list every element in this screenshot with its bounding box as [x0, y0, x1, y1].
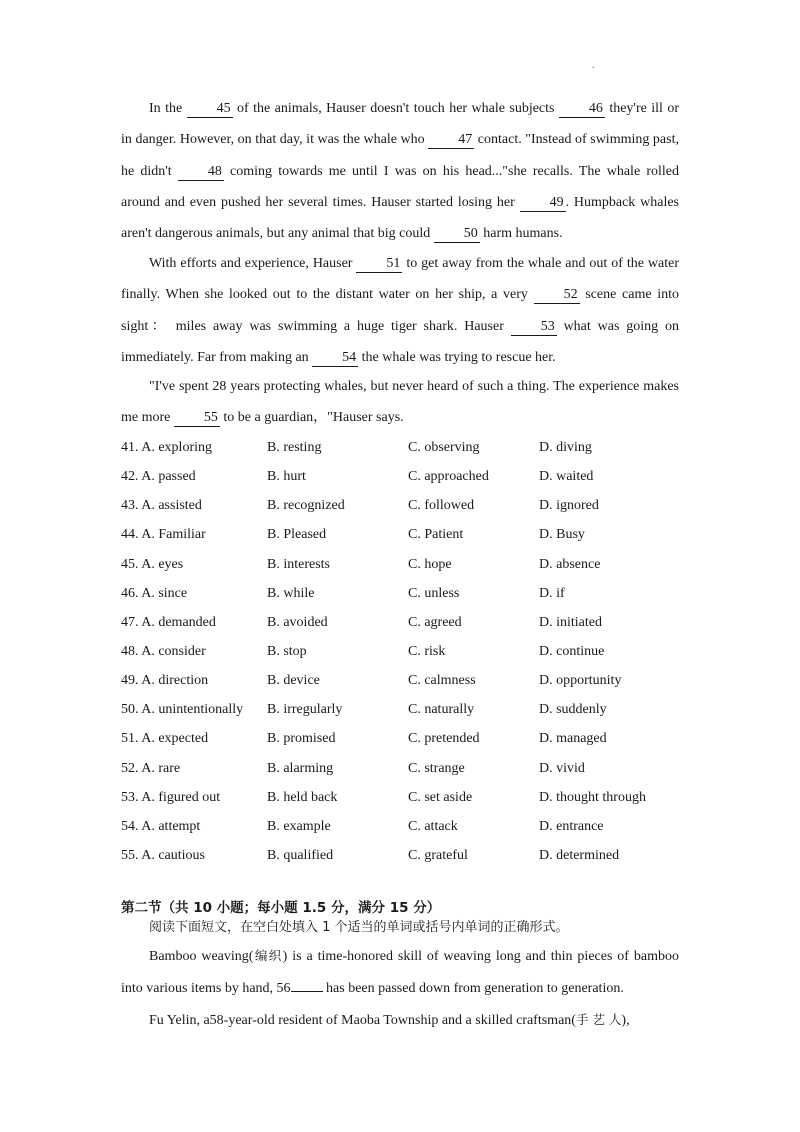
- option-b: B. device: [267, 673, 320, 689]
- option-row: [121, 754, 721, 783]
- option-row: [121, 695, 721, 724]
- option-c: C. grateful: [408, 847, 468, 863]
- passage-text: . Humpback whales aren't dangerous animals, but any animal that big could: [121, 194, 679, 242]
- option-b: B. Pleased: [267, 527, 327, 543]
- option-b: B. interests: [267, 556, 330, 572]
- option-c: C. naturally: [408, 702, 475, 718]
- option-b: B. recognized: [267, 498, 345, 514]
- passage-text: of the animals, Hauser doesn't touch her whale subjects: [232, 101, 559, 116]
- option-b: B. qualified: [267, 847, 334, 863]
- option-c: C. pretended: [408, 731, 480, 747]
- option-d: D. determined: [539, 847, 620, 863]
- option-c: C. calmness: [408, 673, 476, 689]
- option-d: D. absence: [539, 556, 601, 572]
- grammar-paragraph-2: [121, 1004, 679, 1037]
- option-c: C. agreed: [408, 614, 462, 630]
- option-b: B. promised: [267, 731, 336, 747]
- option-row: [121, 608, 721, 637]
- passage-paragraph-2: [121, 248, 679, 373]
- option-row: [121, 550, 721, 579]
- blank-53: 53: [511, 319, 557, 336]
- passage-text: contact. "Instead of swimming past, he didn't: [121, 132, 679, 179]
- gloss-text: 手 艺 人: [575, 1012, 622, 1027]
- option-c: C. Patient: [408, 527, 464, 543]
- option-b: B. while: [267, 585, 315, 601]
- option-b: B. avoided: [267, 614, 328, 630]
- option-a: 50. A. unintentionally: [121, 702, 244, 718]
- option-row: [121, 637, 721, 666]
- option-d: D. ignored: [539, 498, 599, 514]
- option-c: C. risk: [408, 643, 446, 659]
- option-c: C. set aside: [408, 789, 473, 805]
- option-a: 44. A. Familiar: [121, 527, 206, 543]
- grammar-passage: [121, 940, 679, 1037]
- blank-45: 45: [187, 101, 233, 118]
- passage-text: With efforts and experience, Hauser: [149, 256, 357, 271]
- passage-text: Bamboo weaving(: [149, 949, 254, 964]
- blank-48: 48: [178, 164, 224, 181]
- option-b: B. example: [267, 818, 331, 834]
- option-row: [121, 433, 721, 462]
- option-a: 41. A. exploring: [121, 440, 212, 455]
- option-a: 54. A. attempt: [121, 818, 201, 834]
- option-d: D. vivid: [539, 760, 585, 776]
- option-d: D. diving: [539, 440, 592, 455]
- option-d: D. entrance: [539, 818, 604, 834]
- option-row: [121, 666, 721, 695]
- option-a: 43. A. assisted: [121, 498, 202, 514]
- option-row: [121, 462, 721, 491]
- option-b: B. irregularly: [267, 702, 343, 718]
- option-c: C. hope: [408, 556, 452, 572]
- option-c: C. followed: [408, 498, 475, 514]
- passage-paragraph-3: [121, 371, 679, 434]
- passage-text: "I've spent 28 years protecting whales, but never heard of such a thing. The experience makes me more: [121, 379, 679, 426]
- option-row: [121, 724, 721, 753]
- option-a: 42. A. passed: [121, 469, 196, 485]
- passage-text: has been passed down from generation to generation.: [322, 980, 624, 996]
- option-b: B. resting: [267, 440, 322, 455]
- passage-text: they're ill or in danger. However, on that day, it was the whale who: [121, 101, 680, 148]
- blank-51: 51: [356, 256, 402, 273]
- option-row: [121, 812, 721, 841]
- option-row: [121, 579, 721, 608]
- blank-50: 50: [434, 226, 480, 243]
- passage-text: scene came into sight： miles away was swimming a huge tiger shark. Hauser: [121, 287, 679, 334]
- option-row: [121, 520, 721, 549]
- passage-text: to get away from the whale and out of the water finally. When she looked out to the distant water on her ship, a very: [121, 256, 679, 303]
- passage-text: the whale was trying to rescue her.: [358, 349, 556, 365]
- option-d: D. waited: [539, 469, 594, 485]
- blank-54: 54: [312, 350, 358, 367]
- option-c: C. strange: [408, 760, 465, 776]
- gloss-text: 编织: [253, 948, 283, 963]
- option-a: 46. A. since: [121, 585, 188, 601]
- option-a: 52. A. rare: [121, 760, 181, 776]
- blank-47: 47: [428, 132, 474, 149]
- option-a: 48. A. consider: [121, 643, 206, 659]
- passage-text: what was going on immediately. Far from making an: [121, 318, 679, 365]
- option-b: B. hurt: [267, 469, 306, 485]
- blank-46: 46: [559, 101, 605, 118]
- option-row: [121, 783, 721, 812]
- option-d: D. continue: [539, 643, 605, 659]
- blank-56-line: [291, 977, 323, 992]
- blank-56-number: 56: [276, 980, 291, 996]
- option-b: B. alarming: [267, 760, 334, 776]
- passage-text: coming towards me until I was on his head..."she recalls. The whale rolled around and even pushed her several times. Hauser started losing her: [121, 163, 679, 210]
- blank-55: 55: [174, 410, 220, 427]
- passage-text: ) is a time-honored skill of weaving long and thin pieces of bamboo into various items by hand,: [121, 949, 679, 996]
- option-a: 51. A. expected: [121, 731, 209, 747]
- section-heading: 第二节（共 10 小题；每小题 1.5 分，满分 15 分）: [121, 900, 441, 916]
- option-b: B. stop: [267, 643, 307, 659]
- passage-text: harm humans.: [479, 226, 563, 242]
- passage-text: ),: [621, 1013, 630, 1028]
- option-d: D. suddenly: [539, 702, 607, 718]
- option-a: 53. A. figured out: [121, 789, 221, 805]
- section-instruction: 阅读下面短文，在空白处填入 1 个适当的单词或括号内单词的正确形式。: [149, 920, 569, 935]
- option-b: B. held back: [267, 789, 338, 805]
- option-d: D. thought through: [539, 789, 646, 805]
- passage-paragraph-1: [121, 93, 679, 249]
- option-c: C. observing: [408, 440, 480, 455]
- option-a: 49. A. direction: [121, 673, 209, 689]
- option-c: C. approached: [408, 469, 489, 485]
- passage-text: Fu Yelin, a58-year-old resident of Maoba Township and a skilled craftsman(: [149, 1013, 576, 1028]
- passage-text: In the: [149, 101, 187, 116]
- blank-49: 49: [520, 195, 566, 212]
- option-d: D. opportunity: [539, 673, 622, 689]
- option-d: D. managed: [539, 731, 607, 747]
- option-a: 47. A. demanded: [121, 614, 216, 630]
- option-a: 55. A. cautious: [121, 847, 205, 863]
- passage-text: to be a guardian，"Hauser says.: [219, 410, 404, 426]
- grammar-paragraph-1: [121, 940, 679, 1004]
- option-c: C. unless: [408, 585, 460, 601]
- option-row: [121, 841, 721, 870]
- answer-options-list: [121, 433, 721, 870]
- option-c: C. attack: [408, 818, 458, 834]
- page-corner-mark: .: [592, 60, 595, 71]
- option-a: 45. A. eyes: [121, 556, 184, 572]
- option-row: [121, 491, 721, 520]
- option-d: D. initiated: [539, 614, 602, 630]
- blank-52: 52: [534, 287, 580, 304]
- option-d: D. Busy: [539, 527, 585, 543]
- option-d: D. if: [539, 585, 565, 601]
